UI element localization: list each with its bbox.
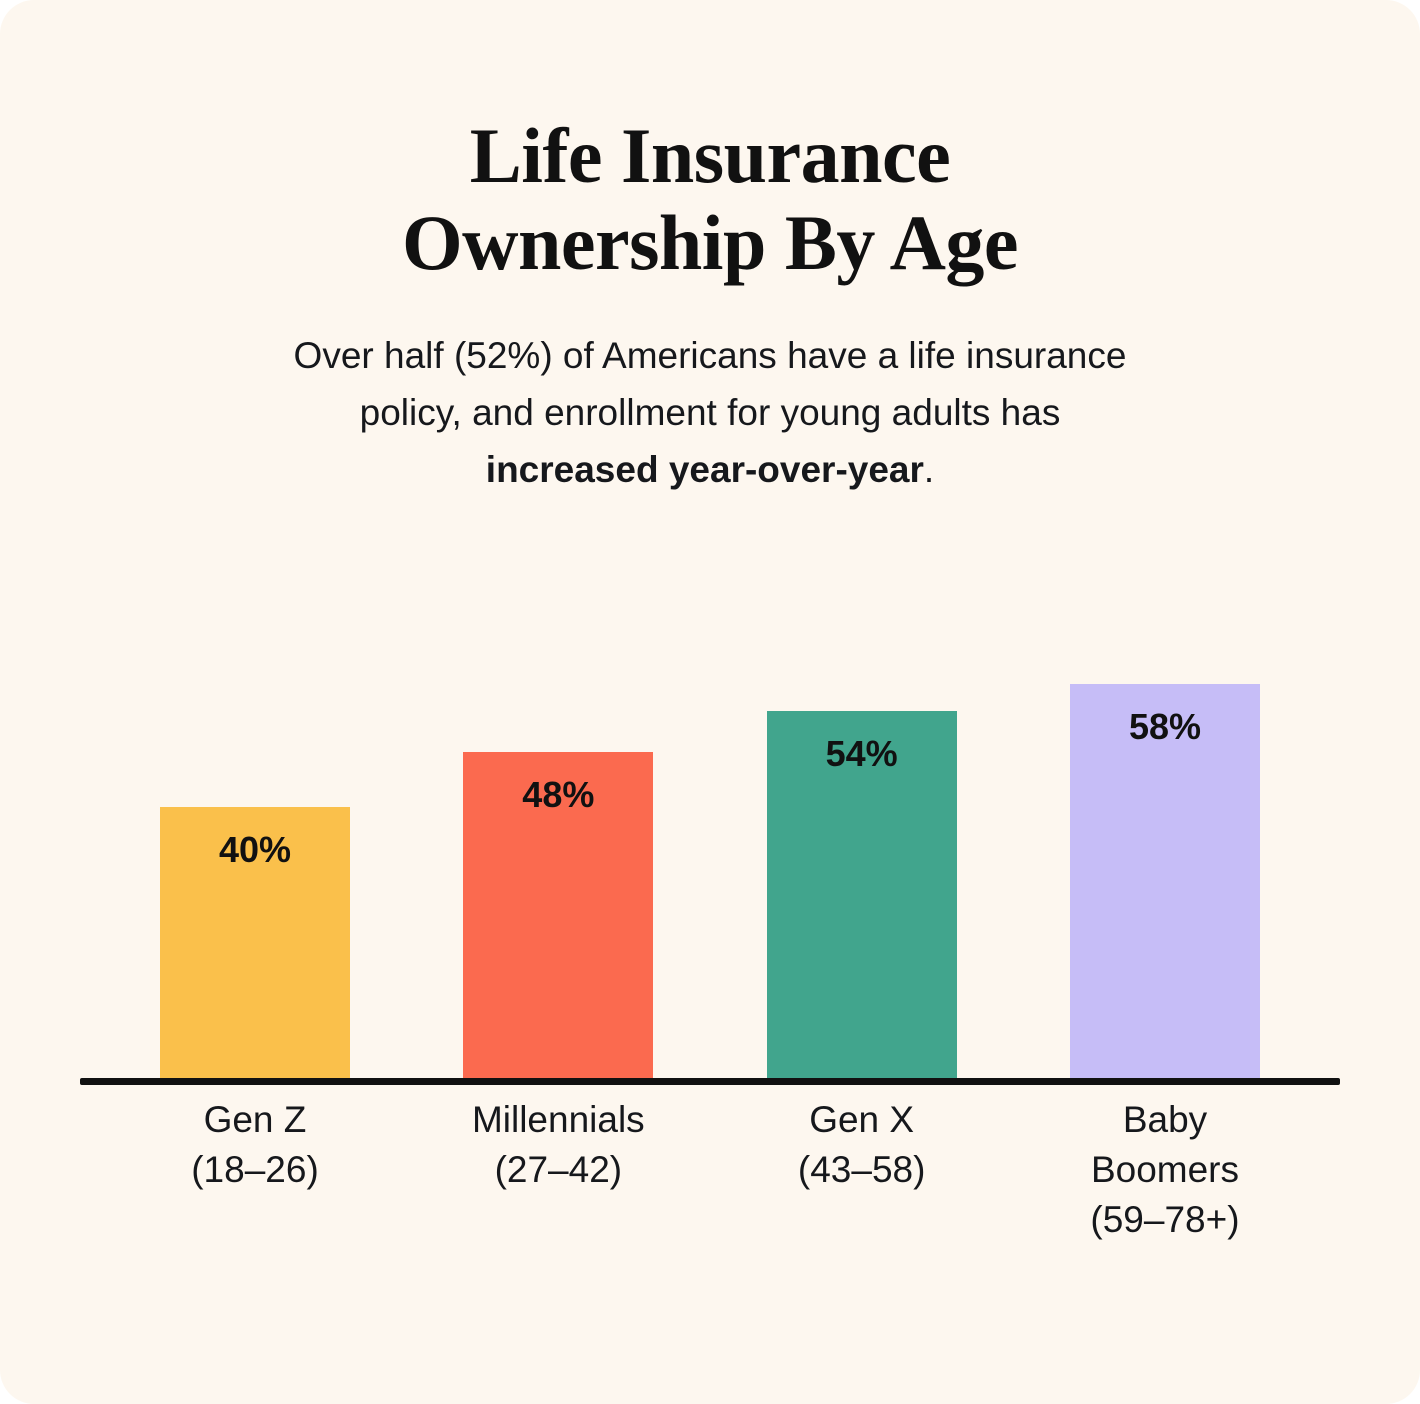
bar-gen-x — [767, 711, 957, 1080]
bar-chart — [0, 600, 1420, 1240]
bar-series — [80, 600, 1340, 1080]
plot-area — [80, 600, 1340, 1080]
title-line-1: Life Insurance — [469, 112, 951, 199]
bar-gen-z — [160, 807, 350, 1080]
tick-name-gen-x: Gen X — [809, 1099, 915, 1140]
chart-subtitle — [0, 287, 1420, 499]
tick-range-millennials: (27–42) — [494, 1148, 623, 1190]
bar-value-label-gen-x: 54% — [825, 733, 898, 775]
bar-group-gen-z — [160, 807, 350, 1080]
tick-range-gen-z: (18–26) — [191, 1148, 319, 1190]
bar-value-label-gen-z: 40% — [218, 828, 292, 870]
x-axis-line — [80, 1078, 1340, 1085]
tick-label-gen-x — [767, 1095, 957, 1245]
subtitle-line-3 — [0, 441, 1420, 498]
page-title — [0, 0, 1420, 287]
tick-name-gen-z: Gen Z — [203, 1099, 307, 1140]
bar-baby-boomers — [1070, 684, 1260, 1080]
subtitle-emphasis: increased year-over-year — [485, 449, 924, 491]
bar-millennials — [463, 752, 653, 1080]
tick-label-millennials — [463, 1095, 653, 1245]
x-axis-tick-labels — [80, 1095, 1340, 1245]
tick-label-gen-z — [160, 1095, 350, 1245]
bar-value-label-baby-boomers: 58% — [1128, 705, 1202, 747]
subtitle-line-1: Over half (52%) of Americans have a life insurance — [293, 334, 1127, 376]
bar-group-millennials — [463, 752, 653, 1080]
tick-label-baby-boomers — [1070, 1095, 1260, 1245]
tick-range-baby-boomers: (59–78+) — [1090, 1198, 1240, 1240]
bar-group-gen-x — [767, 711, 957, 1080]
bar-group-baby-boomers — [1070, 684, 1260, 1080]
subtitle-period: . — [923, 449, 935, 491]
tick-range-gen-x: (43–58) — [797, 1148, 926, 1190]
subtitle-line-2: policy, and enrollment for young adults has — [359, 392, 1061, 434]
tick-name-baby-boomers: Baby Boomers — [1090, 1099, 1240, 1190]
title-line-2: Ownership By Age — [401, 199, 1019, 287]
bar-value-label-millennials: 48% — [522, 774, 595, 816]
tick-name-millennials: Millennials — [471, 1099, 645, 1140]
